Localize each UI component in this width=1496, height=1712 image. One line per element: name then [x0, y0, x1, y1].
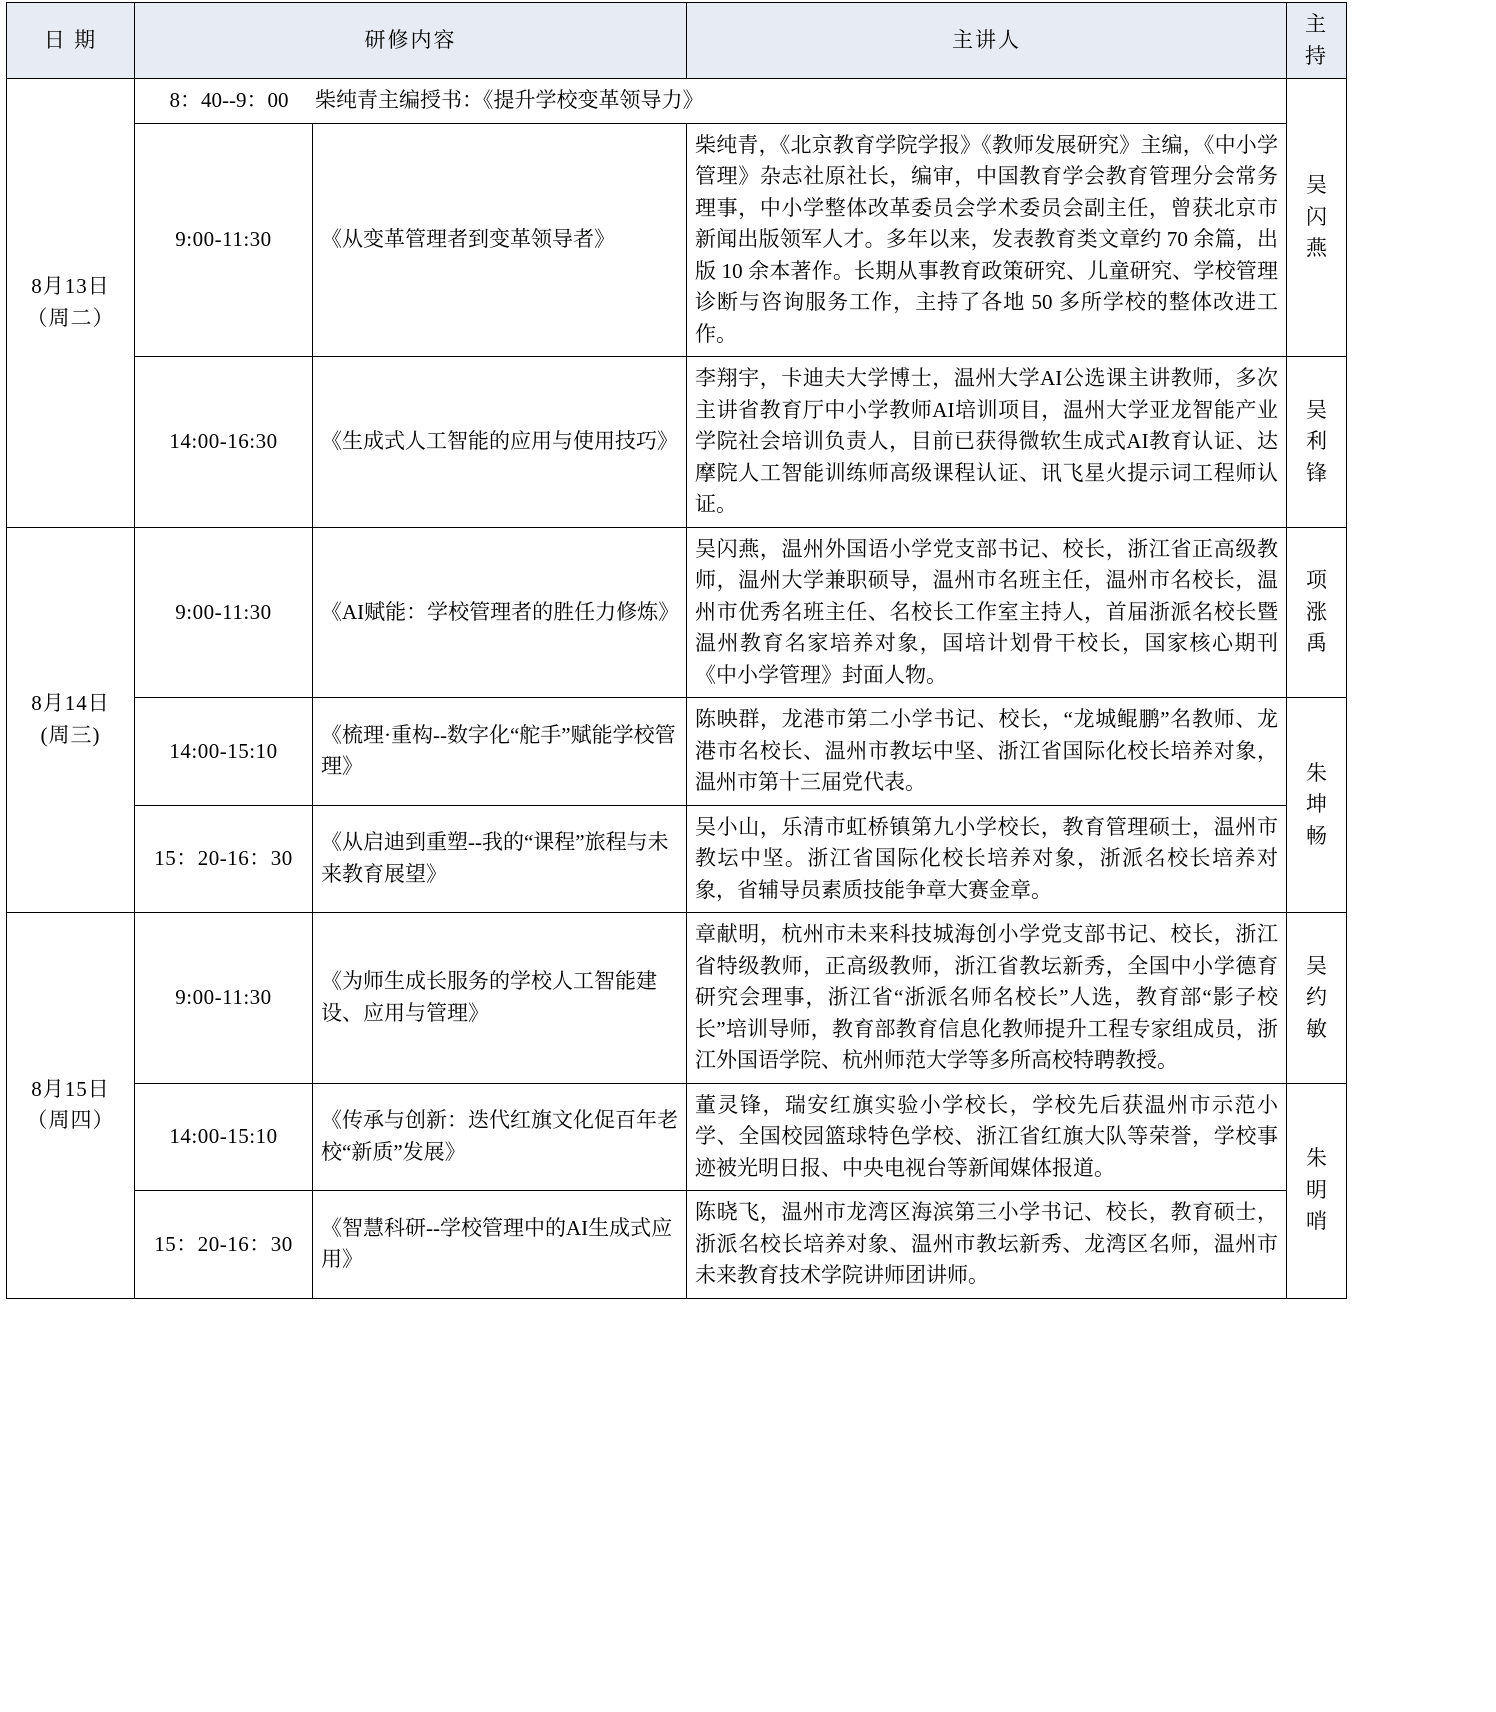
session-content: 《梳理·重构--数字化“舵手”赋能学校管理》: [313, 698, 687, 806]
session-speaker: 陈晓飞，温州市龙湾区海滨第三小学书记、校长，教育硕士，浙派名校长培养对象、温州市教坛新秀、龙湾区名师，温州市未来教育技术学院讲师团讲师。: [687, 1191, 1287, 1299]
session-content: 《智慧科研--学校管理中的AI生成式应用》: [313, 1191, 687, 1299]
header-speaker: 主讲人: [687, 3, 1287, 79]
host-cell: 朱明哨: [1287, 1083, 1347, 1298]
table-row: [7, 805, 1347, 913]
session-time: 15：20-16：30: [135, 805, 313, 913]
table-row: [7, 79, 1347, 124]
host-cell: 吴闪燕: [1287, 79, 1347, 357]
host-cell: 吴利锋: [1287, 357, 1347, 528]
session-content: 柴纯青主编授书：《提升学校变革领导力》: [315, 88, 704, 112]
table-row: [7, 357, 1347, 528]
session-time: 14:00-15:10: [135, 698, 313, 806]
session-content: 《为师生成长服务的学校人工智能建设、应用与管理》: [313, 913, 687, 1084]
session-merged-row: [135, 79, 1287, 124]
training-schedule-table: [6, 2, 1347, 1299]
date-main: 8月14日: [31, 691, 110, 716]
session-speaker: 李翔宇，卡迪夫大学博士，温州大学AI公选课主讲教师，多次主讲省教育厅中小学教师AI培训项目，温州大学亚龙智能产业学院社会培训负责人，目前已获得微软生成式AI教育认证、达摩院人工智能训练师高级课程认证、讯飞星火提示词工程师认证。: [687, 357, 1287, 528]
date-main: 8月15日: [31, 1076, 110, 1101]
date-cell-day2: [7, 527, 135, 913]
session-time: 14:00-15:10: [135, 1083, 313, 1191]
host-cell: 朱坤畅: [1287, 698, 1347, 913]
host-cell: 项涨禹: [1287, 527, 1347, 698]
host-cell: 吴约敏: [1287, 913, 1347, 1084]
table-row: [7, 123, 1347, 357]
session-speaker: 柴纯青，《北京教育学院学报》《教师发展研究》主编，《中小学管理》杂志社原社长，编审，中国教育学会教育管理分会常务理事，中小学整体改革委员会学术委员会副主任，曾获北京市新闻出版领军人才。多年以来，发表教育类文章约 70 余篇，出版 10 余本著作。长期从事教育政策研究、儿童研究、学校管理诊断与咨询服务工作，主持了各地 50 多所学校的整体改进工作。: [687, 123, 1287, 357]
session-speaker: 吴闪燕，温州外国语小学党支部书记、校长，浙江省正高级教师，温州大学兼职硕导，温州市名班主任，温州市名校长，温州市优秀名班主任、名校长工作室主持人，首届浙派名校长暨温州教育名家培养对象，国培计划骨干校长，国家核心期刊《中小学管理》封面人物。: [687, 527, 1287, 698]
session-speaker: 章献明，杭州市未来科技城海创小学党支部书记、校长，浙江省特级教师，正高级教师，浙江省教坛新秀，全国中小学德育研究会理事，浙江省“浙派名师名校长”人选，教育部“影子校长”培训导师，教育部教育信息化教师提升工程专家组成员，浙江外国语学院、杭州师范大学等多所高校特聘教授。: [687, 913, 1287, 1084]
session-speaker: 董灵锋，瑞安红旗实验小学校长，学校先后获温州市示范小学、全国校园篮球特色学校、浙江省红旗大队等荣誉，学校事迹被光明日报、中央电视台等新闻媒体报道。: [687, 1083, 1287, 1191]
table-row: [7, 527, 1347, 698]
session-speaker: 陈映群，龙港市第二小学书记、校长，“龙城鲲鹏”名教师、龙港市名校长、温州市教坛中坚、浙江省国际化校长培养对象，温州市第十三届党代表。: [687, 698, 1287, 806]
date-sub: （周四）: [26, 1108, 115, 1133]
table-row: [7, 913, 1347, 1084]
date-sub: (周三): [40, 722, 101, 747]
header-content: 研修内容: [135, 3, 687, 79]
session-content: 《AI赋能：学校管理者的胜任力修炼》: [313, 527, 687, 698]
table-row: [7, 698, 1347, 806]
session-time: 9:00-11:30: [135, 527, 313, 698]
session-time: 15：20-16：30: [135, 1191, 313, 1299]
header-date: 日 期: [7, 3, 135, 79]
date-cell-day1: [7, 79, 135, 528]
date-sub: （周二）: [26, 305, 115, 330]
session-speaker: 吴小山，乐清市虹桥镇第九小学校长，教育管理硕士，温州市教坛中坚。浙江省国际化校长培养对象，浙派名校长培养对象，省辅导员素质技能争章大赛金章。: [687, 805, 1287, 913]
session-time: 14:00-16:30: [135, 357, 313, 528]
session-content: 《从启迪到重塑--我的“课程”旅程与未来教育展望》: [313, 805, 687, 913]
session-time: 9:00-11:30: [135, 913, 313, 1084]
date-cell-day3: [7, 913, 135, 1299]
date-main: 8月13日: [31, 274, 110, 299]
table-row: [7, 1191, 1347, 1299]
schedule-sheet: [0, 2, 1496, 1299]
table-header-row: [7, 3, 1347, 79]
session-content: 《从变革管理者到变革领导者》: [313, 123, 687, 357]
session-content: 《生成式人工智能的应用与使用技巧》: [313, 357, 687, 528]
table-row: [7, 1083, 1347, 1191]
session-time: 9:00-11:30: [135, 123, 313, 357]
session-content: 《传承与创新：迭代红旗文化促百年老校“新质”发展》: [313, 1083, 687, 1191]
session-time: 8：40--9：00: [169, 88, 289, 112]
header-host: 主持: [1287, 3, 1347, 79]
